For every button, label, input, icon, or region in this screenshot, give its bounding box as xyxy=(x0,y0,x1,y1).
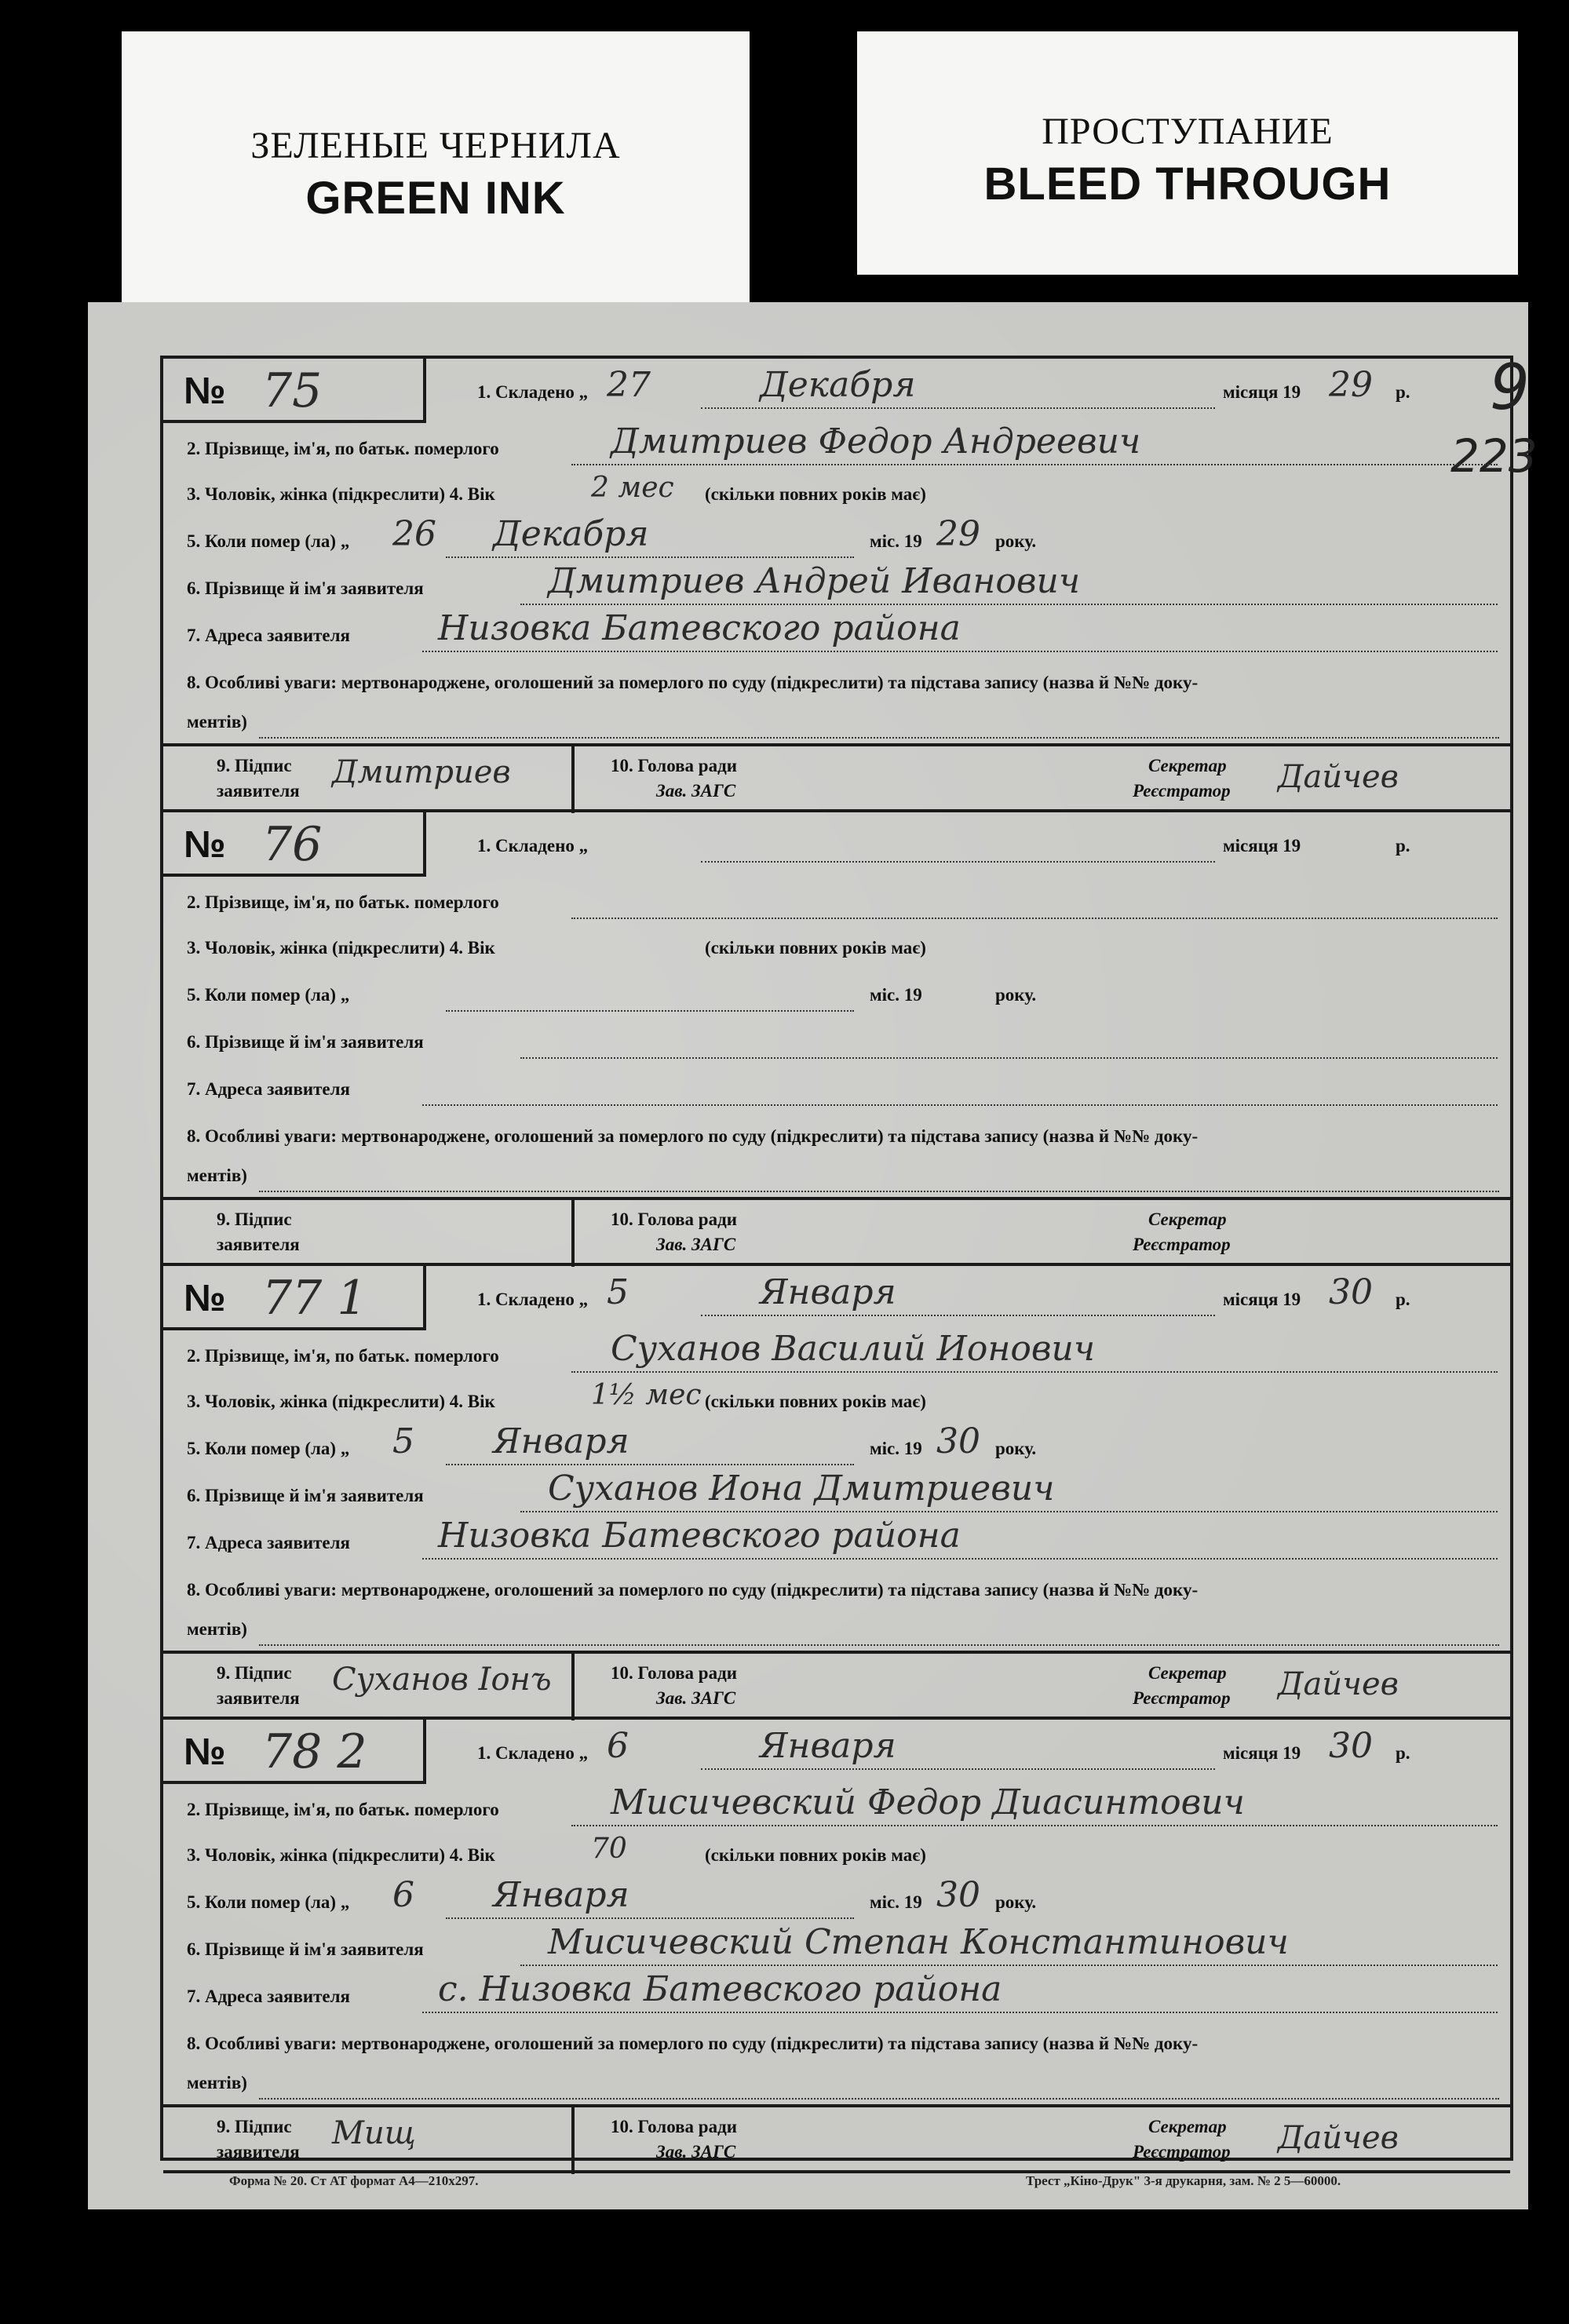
label-age-note: (скільки повних років має) xyxy=(705,938,926,958)
label-secretary: Секретар xyxy=(1148,1663,1227,1683)
label-sign-2: заявителя xyxy=(217,1688,300,1708)
number-sign: № xyxy=(184,370,226,412)
label-head-1: 10. Голова ради xyxy=(611,1209,737,1229)
page-number: 9 xyxy=(1490,351,1530,424)
deceased-name: Дмитриев Федор Андреевич xyxy=(611,421,1141,462)
death-register-form xyxy=(160,351,1538,2162)
label-registrar: Реєстратор xyxy=(1133,781,1231,801)
label-notes-cont: ментів) xyxy=(187,1166,247,1185)
deceased-age: 1½ мес xyxy=(591,1379,702,1411)
green-ink-label-en: GREEN INK xyxy=(305,173,566,224)
label-secretary: Секретар xyxy=(1148,2117,1227,2136)
declarant-signature: Суханов Іонъ xyxy=(332,1662,552,1698)
label-sign-1: 9. Підпис xyxy=(217,1663,292,1683)
label-declarant: 6. Прізвище й ім'я заявителя xyxy=(187,578,424,598)
declarant-name: Дмитриев Андрей Иванович xyxy=(548,561,1081,601)
label-died: 5. Коли помер (ла) „ xyxy=(187,531,350,551)
label-address: 7. Адреса заявителя xyxy=(187,1987,350,2006)
record-number-box xyxy=(163,1266,426,1330)
label-month: місяця 19 xyxy=(1223,836,1301,856)
label-age-note: (скільки повних років має) xyxy=(705,484,926,504)
deceased-age: 2 мес xyxy=(591,472,674,504)
composed-day: 27 xyxy=(607,365,651,405)
death-month: Декабря xyxy=(493,514,649,554)
label-head-1: 10. Голова ради xyxy=(611,2117,737,2136)
row-sex-age xyxy=(187,922,1505,968)
death-day: 5 xyxy=(392,1421,414,1461)
label-notes: 8. Особливі уваги: мертвонароджене, оголошений за померлого по суду (підкреслити) та підстава запису (назва й №№ доку- xyxy=(187,1126,1199,1146)
footer-left: Форма № 20. Ст АТ формат А4—210x297. xyxy=(229,2173,479,2188)
label-composed: 1. Складено „ xyxy=(477,1290,589,1309)
label-notes: 8. Особливі уваги: мертвонароджене, оголошений за померлого по суду (підкреслити) та підстава запису (назва й №№ доку- xyxy=(187,2034,1199,2053)
death-day: 26 xyxy=(392,514,436,554)
composed-month: Января xyxy=(760,1272,896,1312)
row-composed xyxy=(477,1274,1498,1319)
number-sign: № xyxy=(184,1278,226,1319)
label-sign-1: 9. Підпис xyxy=(217,756,292,775)
label-head-1: 10. Голова ради xyxy=(611,756,737,775)
deceased-age: 70 xyxy=(591,1833,627,1865)
label-composed: 1. Складено „ xyxy=(477,836,589,856)
label-head-2: Зав. ЗАГС xyxy=(656,781,736,801)
row-death-date xyxy=(187,1877,1505,1922)
row-notes-cont xyxy=(187,696,1505,742)
label-head-1: 10. Голова ради xyxy=(611,1663,737,1683)
signature-row xyxy=(163,2104,1510,2174)
label-composed: 1. Складено „ xyxy=(477,382,589,402)
record-number-box xyxy=(163,359,426,423)
row-notes-cont xyxy=(187,2057,1505,2103)
record-number: 75 xyxy=(262,363,323,418)
label-died: 5. Коли помер (ла) „ xyxy=(187,1892,350,1912)
label-head-2: Зав. ЗАГС xyxy=(656,2142,736,2162)
row-sex-age xyxy=(187,1376,1505,1421)
composed-year: 29 xyxy=(1329,365,1373,405)
declarant-address: с. Низовка Батевского района xyxy=(438,1969,1002,2009)
row-sex-age xyxy=(187,469,1505,514)
registrar-signature: Дайчев xyxy=(1278,759,1399,795)
label-died: 5. Коли помер (ла) „ xyxy=(187,985,350,1005)
number-sign: № xyxy=(184,824,226,866)
row-notes-cont xyxy=(187,1603,1505,1649)
label-roku: року. xyxy=(995,1892,1037,1912)
composed-year: 30 xyxy=(1329,1272,1373,1312)
label-sign-2: заявителя xyxy=(217,781,300,801)
row-surname xyxy=(187,423,1505,469)
label-notes-cont: ментів) xyxy=(187,712,247,731)
death-record xyxy=(163,812,1510,1266)
registrar-signature: Дайчев xyxy=(1278,1666,1399,1702)
label-surname: 2. Прізвище, ім'я, по батьк. померлого xyxy=(187,1800,499,1819)
death-year: 29 xyxy=(936,514,980,554)
label-address: 7. Адреса заявителя xyxy=(187,1079,350,1099)
label-notes-cont: ментів) xyxy=(187,1619,247,1639)
row-address xyxy=(187,1063,1505,1109)
label-year-suffix: р. xyxy=(1396,1743,1410,1763)
composed-year: 30 xyxy=(1329,1726,1373,1766)
number-sign: № xyxy=(184,1731,226,1773)
row-address xyxy=(187,1517,1505,1563)
label-sex-age: 3. Чоловік, жінка (підкреслити) 4. Вік xyxy=(187,938,495,958)
deceased-name: Мисичевский Федор Диасинтович xyxy=(611,1782,1245,1822)
document-sheet xyxy=(88,302,1538,2209)
death-day: 6 xyxy=(392,1875,414,1915)
record-number: 76 xyxy=(262,817,323,872)
label-year-suffix: р. xyxy=(1396,836,1410,856)
label-address: 7. Адреса заявителя xyxy=(187,1533,350,1552)
row-composed xyxy=(477,1727,1498,1773)
row-sex-age xyxy=(187,1830,1505,1875)
signature-row xyxy=(163,743,1510,813)
label-roku: року. xyxy=(995,1439,1037,1458)
label-registrar: Реєстратор xyxy=(1133,1688,1231,1708)
label-secretary: Секретар xyxy=(1148,756,1227,775)
death-record xyxy=(163,1720,1510,2173)
row-surname xyxy=(187,1784,1505,1830)
label-age-note: (скільки повних років має) xyxy=(705,1845,926,1865)
row-declarant xyxy=(187,1016,1505,1062)
death-record xyxy=(163,1266,1510,1720)
label-sign-2: заявителя xyxy=(217,2142,300,2162)
label-roku: року. xyxy=(995,985,1037,1005)
label-mis: міс. 19 xyxy=(870,1892,922,1912)
declarant-address: Низовка Батевского района xyxy=(438,608,961,648)
label-month: місяця 19 xyxy=(1223,1290,1301,1309)
row-death-date xyxy=(187,516,1505,561)
row-death-date xyxy=(187,1423,1505,1468)
label-head-2: Зав. ЗАГС xyxy=(656,1688,736,1708)
label-declarant: 6. Прізвище й ім'я заявителя xyxy=(187,1032,424,1052)
label-year-suffix: р. xyxy=(1396,382,1410,402)
label-sex-age: 3. Чоловік, жінка (підкреслити) 4. Вік xyxy=(187,484,495,504)
row-surname xyxy=(187,877,1505,922)
label-notes-cont: ментів) xyxy=(187,2073,247,2092)
label-year-suffix: р. xyxy=(1396,1290,1410,1309)
label-sex-age: 3. Чоловік, жінка (підкреслити) 4. Вік xyxy=(187,1392,495,1411)
row-composed xyxy=(477,820,1498,866)
death-month: Января xyxy=(493,1421,629,1461)
record-number: 78 2 xyxy=(262,1724,367,1779)
death-year: 30 xyxy=(936,1875,980,1915)
label-composed: 1. Складено „ xyxy=(477,1743,589,1763)
row-address xyxy=(187,610,1505,655)
label-mis: міс. 19 xyxy=(870,531,922,551)
signature-row xyxy=(163,1197,1510,1267)
page-sub-number: 223 xyxy=(1450,429,1538,483)
composed-day: 5 xyxy=(607,1272,629,1312)
label-mis: міс. 19 xyxy=(870,985,922,1005)
row-declarant xyxy=(187,1470,1505,1516)
label-sign-1: 9. Підпис xyxy=(217,2117,292,2136)
label-surname: 2. Прізвище, ім'я, по батьк. померлого xyxy=(187,1346,499,1366)
label-age-note: (скільки повних років має) xyxy=(705,1392,926,1411)
deceased-name: Суханов Василий Ионович xyxy=(611,1329,1096,1369)
label-sign-2: заявителя xyxy=(217,1235,300,1254)
declarant-address: Низовка Батевского района xyxy=(438,1516,961,1556)
label-sign-1: 9. Підпис xyxy=(217,1209,292,1229)
row-surname xyxy=(187,1330,1505,1376)
footer-right: Трест „Кіно-Друк" 3-я друкарня, зам. № 2 5—60000. xyxy=(1026,2173,1341,2188)
label-notes: 8. Особливі уваги: мертвонароджене, оголошений за померлого по суду (підкреслити) та підстава запису (назва й №№ доку- xyxy=(187,1580,1199,1600)
label-mis: міс. 19 xyxy=(870,1439,922,1458)
row-composed xyxy=(477,367,1498,412)
death-record xyxy=(163,359,1510,812)
row-declarant xyxy=(187,1924,1505,1969)
label-sex-age: 3. Чоловік, жінка (підкреслити) 4. Вік xyxy=(187,1845,495,1865)
declarant-signature: Дмитриев xyxy=(332,754,511,790)
label-died: 5. Коли помер (ла) „ xyxy=(187,1439,350,1458)
row-declarant xyxy=(187,563,1505,608)
bleed-through-label-card xyxy=(857,31,1518,275)
bleed-through-label-en: BLEED THROUGH xyxy=(983,159,1392,210)
signature-row xyxy=(163,1651,1510,1720)
label-surname: 2. Прізвище, ім'я, по батьк. померлого xyxy=(187,892,499,912)
declarant-signature: Мищ xyxy=(332,2115,416,2151)
label-month: місяця 19 xyxy=(1223,382,1301,402)
composed-month: Января xyxy=(760,1726,896,1766)
record-number-box xyxy=(163,1720,426,1784)
composed-day: 6 xyxy=(607,1726,629,1766)
record-number-box xyxy=(163,812,426,877)
row-address xyxy=(187,1971,1505,2016)
row-death-date xyxy=(187,969,1505,1015)
record-number: 77 1 xyxy=(262,1271,367,1326)
green-ink-label-card xyxy=(122,31,750,302)
label-declarant: 6. Прізвище й ім'я заявителя xyxy=(187,1486,424,1505)
declarant-name: Мисичевский Степан Константинович xyxy=(548,1922,1289,1962)
declarant-name: Суханов Иона Дмитриевич xyxy=(548,1468,1055,1509)
label-head-2: Зав. ЗАГС xyxy=(656,1235,736,1254)
death-year: 30 xyxy=(936,1421,980,1461)
label-declarant: 6. Прізвище й ім'я заявителя xyxy=(187,1939,424,1959)
label-registrar: Реєстратор xyxy=(1133,2142,1231,2162)
label-secretary: Секретар xyxy=(1148,1209,1227,1229)
green-ink-label-ru: ЗЕЛЕНЫЕ ЧЕРНИЛА xyxy=(250,125,621,166)
label-address: 7. Адреса заявителя xyxy=(187,626,350,645)
death-month: Января xyxy=(493,1875,629,1915)
label-notes: 8. Особливі уваги: мертвонароджене, оголошений за померлого по суду (підкреслити) та підстава запису (назва й №№ доку- xyxy=(187,673,1199,692)
registrar-signature: Дайчев xyxy=(1278,2120,1399,2156)
label-roku: року. xyxy=(995,531,1037,551)
label-month: місяця 19 xyxy=(1223,1743,1301,1763)
composed-month: Декабря xyxy=(760,365,916,405)
bleed-through-label-ru: ПРОСТУПАНИЕ xyxy=(1042,111,1334,152)
row-notes-cont xyxy=(187,1150,1505,1195)
label-surname: 2. Прізвище, ім'я, по батьк. померлого xyxy=(187,439,499,458)
label-registrar: Реєстратор xyxy=(1133,1235,1231,1254)
